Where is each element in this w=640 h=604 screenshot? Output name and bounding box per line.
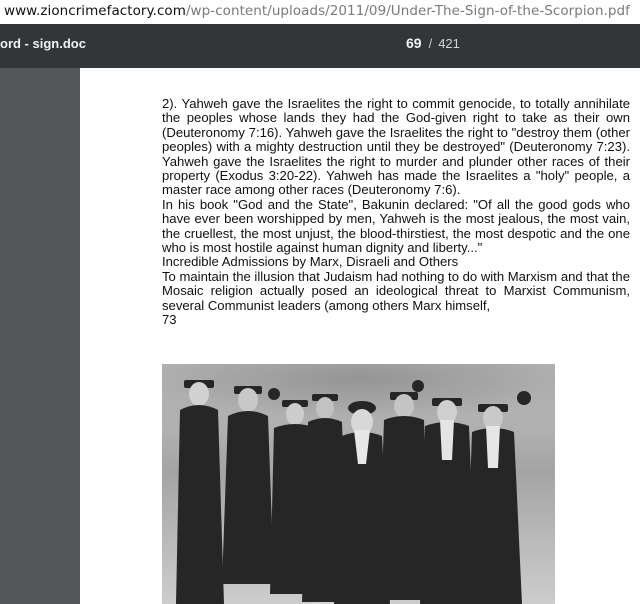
total-pages: 421 [438,36,460,51]
page-text [162,97,630,328]
page-number: 73 [162,312,177,328]
current-page-input[interactable]: 69 [406,35,422,51]
paragraph-bakunin: In his book "God and the State", Bakunin declared: "Of all the good gods who have ever been worshipped by men, Yahweh is the most jealous, the most vain, the cruellest, the most unjust, the blood-thirstiest, the most despotic and the one who is most hostile against human dignity and liberty..." [162,196,630,256]
page-separator: / [428,36,433,51]
address-bar[interactable] [0,0,640,24]
photo-image [162,364,555,604]
pdf-viewer[interactable] [0,68,640,604]
pdf-page [80,68,640,604]
url-path: /wp-content/uploads/2011/09/Under-The-Sign-of-the-Scorpion.pdf [185,3,630,19]
document-title: ord - sign.doc [0,36,86,51]
section-heading: Incredible Admissions by Marx, Disraeli and Others [162,254,459,270]
url-host: www.zioncrimefactory.com [4,3,186,19]
group-photo [162,364,555,604]
url-text[interactable] [4,2,630,20]
paragraph-marxism: To maintain the illusion that Judaism had nothing to do with Marxism and that the Mosaic religion actually posed an ideological threat to Marxist Communism, several Communist leaders (among others Marx himself, [162,268,630,313]
paragraph-genocide: 2). Yahweh gave the Israelites the right to commit genocide, to totally annihilate the peoples whose lands they had the God-given right to take as their own (Deuteronomy 7:16). Yahweh gave the Israelites the right to "destroy them (other peoples) with a mighty destruction until they be destroyed" (Deuteronomy 7:23). Yahweh gave the Israelites the right to murder and plunder other races of their property (Exodus 3:20-22). Yahweh has made the Israelites a "holy" people, a master race among other races (Deuteronomy 7:6). [162,96,630,198]
pdf-toolbar [0,24,640,68]
page-indicator [406,35,460,53]
